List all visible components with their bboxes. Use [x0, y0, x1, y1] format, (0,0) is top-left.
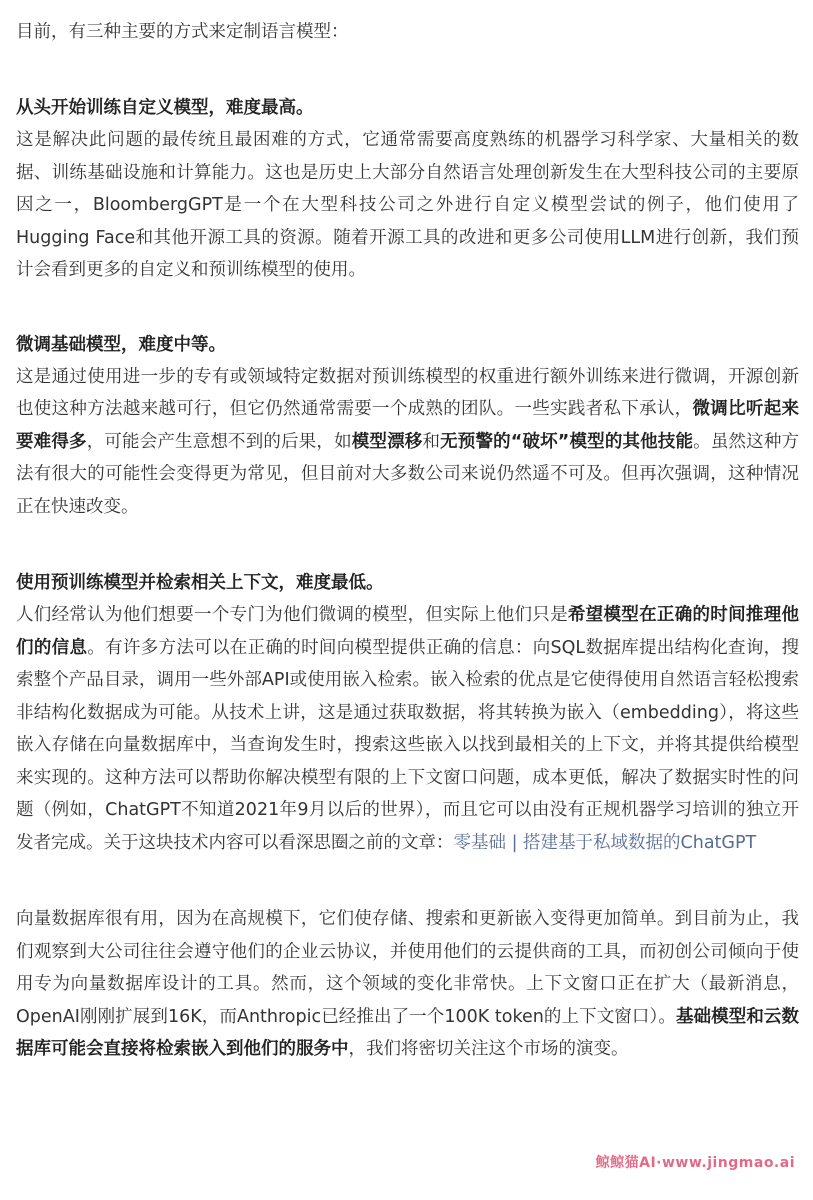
- watermark: 鲸鲸猫AI·www.jingmao.ai: [595, 1155, 795, 1171]
- section-2-text-3: 和: [422, 431, 441, 452]
- closing-text-1: 向量数据库很有用，因为在高规模下，它们使存储、搜索和更新嵌入变得更加简单。到目前为止，我们观察到大公司往往会遵守他们的企业云协议，并使用他们的云提供商的工具，而初创公司倾向于使用专为向量数据库设计的工具。然而，这个领域的变化非常快。上下文窗口正在扩大（最新消息，OpenAI刚刚扩展到16K，而Anthropic已经推出了一个100K token的上下文窗口）。: [16, 909, 799, 1027]
- section-2-bold-2: 模型漂移: [351, 431, 423, 452]
- section-2-bold-3: 无预警的“破坏”模型的其他技能: [440, 431, 694, 452]
- section-1-title: 从头开始训练自定义模型，难度最高。: [16, 98, 314, 118]
- closing-text-2: ，我们将密切关注这个市场的演变。: [348, 1039, 629, 1059]
- section-2-text-4: 。虽然这种方法有很大的可能性会变得更为常见，但目前对大多数公司来说仍然遥不可及。但再次强调，这种情况正在快速改变。: [16, 431, 800, 517]
- closing-bold-1: 基础模型和云数据库可能会直接将检索嵌入到他们的服务中: [16, 1006, 800, 1059]
- section-3-text-1: 人们经常认为他们想要一个专门为他们微调的模型，但实际上他们只是: [16, 605, 568, 625]
- closing-body: [16, 903, 799, 1066]
- section-3-bold-1: 希望模型在正确的时间推理他们的信息: [16, 605, 800, 658]
- section-2-title: 微调基础模型，难度中等。: [16, 334, 226, 355]
- section-3-body: [16, 599, 799, 859]
- section-2-text-2: ，可能会产生意想不到的后果，如: [86, 431, 352, 452]
- section-2-bold-1: 微调比听起来要难得多: [16, 399, 800, 452]
- section-1-body: 这是解决此问题的最传统且最困难的方式，它通常需要高度熟练的机器学习科学家、大量相关的数据、训练基础设施和计算能力。这也是历史上大部分自然语言处理创新发生在大型科技公司的主要原因之一，BloombergGPT是一个在大型科技公司之外进行自定义模型尝试的例子，他们使用了Hugging Face和其他开源工具的资源。随着开源工具的改进和更多公司使用LLM进行创新，我们预计会看到更多的自定义和预训练模型的使用。: [16, 130, 799, 280]
- section-3-title: 使用预训练模型并检索相关上下文，难度最低。: [16, 573, 384, 593]
- section-3-text-2: 。有许多方法可以在正确的时间向模型提供正确的信息：向SQL数据库提出结构化查询，搜索整个产品目录，调用一些外部API或使用嵌入检索。嵌入检索的优点是它使得使用自然语言轻松搜索非结构化数据成为可能。从技术上讲，这是通过获取数据，将其转换为嵌入（embedding），将这些嵌入存储在向量数据库中，当查询发生时，搜索这些嵌入以找到最相关的上下文，并将其提供给模型来实现的。这种方法可以帮助你解决模型有限的上下文窗口问题，成本更低，解决了数据实时性的问题（例如，ChatGPT不知道2021年9月以后的世界），而且它可以由没有正规机器学习培训的独立开发者完成。关于这块技术内容可以看深思圈之前的文章：: [16, 637, 799, 853]
- section-2-text-1: 这是通过使用进一步的专有或领域特定数据对预训练模型的权重进行额外训练来进行微调，开源创新也使这种方法越来越可行，但它仍然通常需要一个成熟的团队。一些实践者私下承认，: [16, 366, 799, 419]
- section-2-body: [16, 361, 799, 524]
- intro-text: 目前，有三种主要的方式来定制语言模型：: [16, 22, 349, 42]
- related-article-link[interactable]: 零基础 | 搭建基于私域数据的ChatGPT: [453, 832, 757, 853]
